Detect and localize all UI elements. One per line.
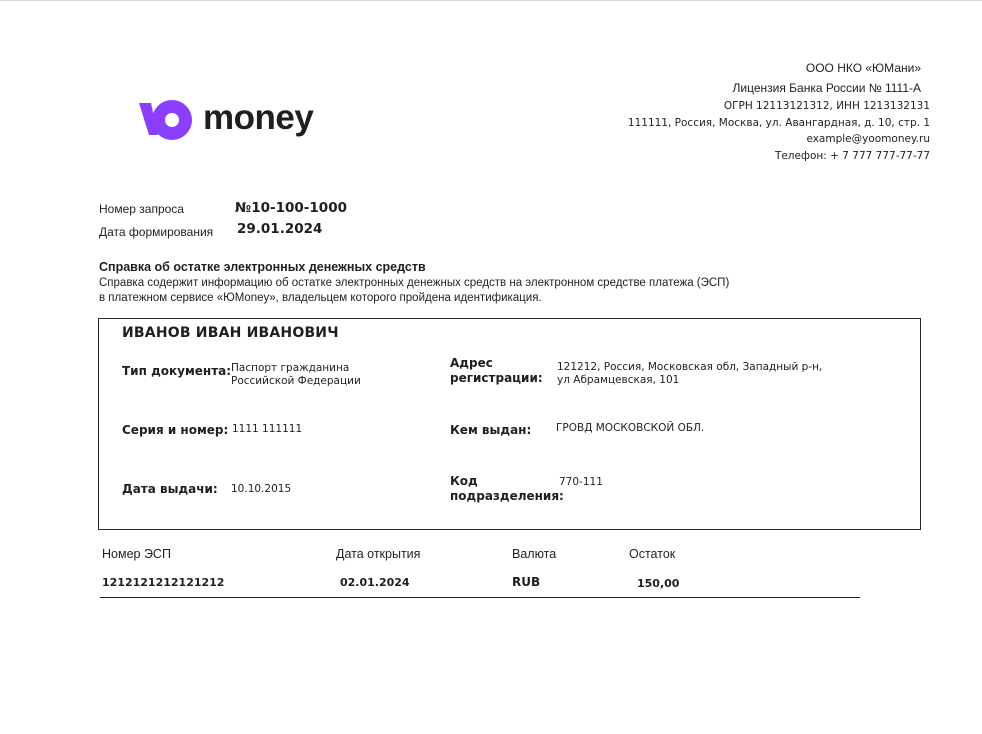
company-info <box>628 60 930 164</box>
issue-date-value: 10.10.2015 <box>231 483 292 495</box>
table-header-balance: Остаток <box>629 547 676 561</box>
company-ogrn-inn: ОГРН 12113121312, ИНН 1213132131 <box>723 100 930 112</box>
division-code-value: 770-111 <box>559 476 603 488</box>
person-full-name: ИВАНОВ ИВАН ИВАНОВИЧ <box>122 325 339 341</box>
yoomoney-logo <box>139 100 313 140</box>
division-code-label-line-1: Код <box>450 474 478 488</box>
division-code-label <box>450 474 564 504</box>
table-header-open-date: Дата открытия <box>336 547 421 561</box>
request-date-value: 29.01.2024 <box>237 221 323 237</box>
certificate-title: Справка об остатке электронных денежных средств <box>99 260 426 274</box>
cell-currency: RUB <box>512 575 541 589</box>
company-license: Лицензия Банка России № 1111-А <box>732 81 921 95</box>
cell-esp-number: 1212121212121212 <box>102 576 225 589</box>
request-number-value: №10-100-1000 <box>235 200 347 216</box>
description-line-1: Справка содержит информацию об остатке электронных денежных средств на электронном средстве платежа (ЭСП) <box>99 277 730 289</box>
address-label <box>450 356 543 386</box>
doc-type-line-1: Паспорт гражданина <box>231 362 350 374</box>
table-header-esp-number: Номер ЭСП <box>102 547 171 561</box>
person-details-box <box>98 318 921 530</box>
series-value: 1111 111111 <box>232 423 303 435</box>
company-phone: Телефон: + 7 777 777-77-77 <box>774 149 930 162</box>
cell-open-date: 02.01.2024 <box>340 576 410 589</box>
logo-wordmark: money <box>203 98 314 137</box>
series-label: Серия и номер: <box>122 423 229 437</box>
address-value <box>557 361 822 387</box>
address-line-1: 121212, Россия, Московская обл, Западный р-н, <box>557 361 823 373</box>
company-address: 111111, Россия, Москва, ул. Авангардная, д. 10, стр. 1 <box>627 116 930 129</box>
address-label-line-2: регистрации: <box>450 371 543 385</box>
description-line-2: в платежном сервисе «ЮMoney», владельцем которого пройдена идентификация. <box>99 292 542 304</box>
doc-type-label: Тип документа: <box>122 364 232 378</box>
doc-type-value <box>231 362 361 388</box>
company-email: example@yoomoney.ru <box>806 133 930 145</box>
table-header-currency: Валюта <box>512 547 557 561</box>
certificate-description <box>99 276 729 306</box>
address-line-2: ул Абрамцевская, 101 <box>557 374 680 386</box>
page-top-border <box>0 0 982 1</box>
company-name: ООО НКО «ЮМани» <box>805 61 921 75</box>
cell-balance: 150,00 <box>637 577 680 590</box>
request-number-label: Номер запроса <box>99 202 184 216</box>
division-code-label-line-2: подразделения: <box>450 489 564 503</box>
issued-by-label: Кем выдан: <box>450 423 532 437</box>
issued-by-value: ГРОВД МОСКОВСКОЙ ОБЛ. <box>556 422 705 434</box>
issue-date-label: Дата выдачи: <box>122 482 218 496</box>
address-label-line-1: Адрес <box>450 356 493 370</box>
table-bottom-rule <box>100 597 860 598</box>
yoomoney-logo-icon <box>139 100 192 140</box>
request-date-label: Дата формирования <box>99 225 214 239</box>
doc-type-line-2: Российской Федерации <box>231 375 361 387</box>
